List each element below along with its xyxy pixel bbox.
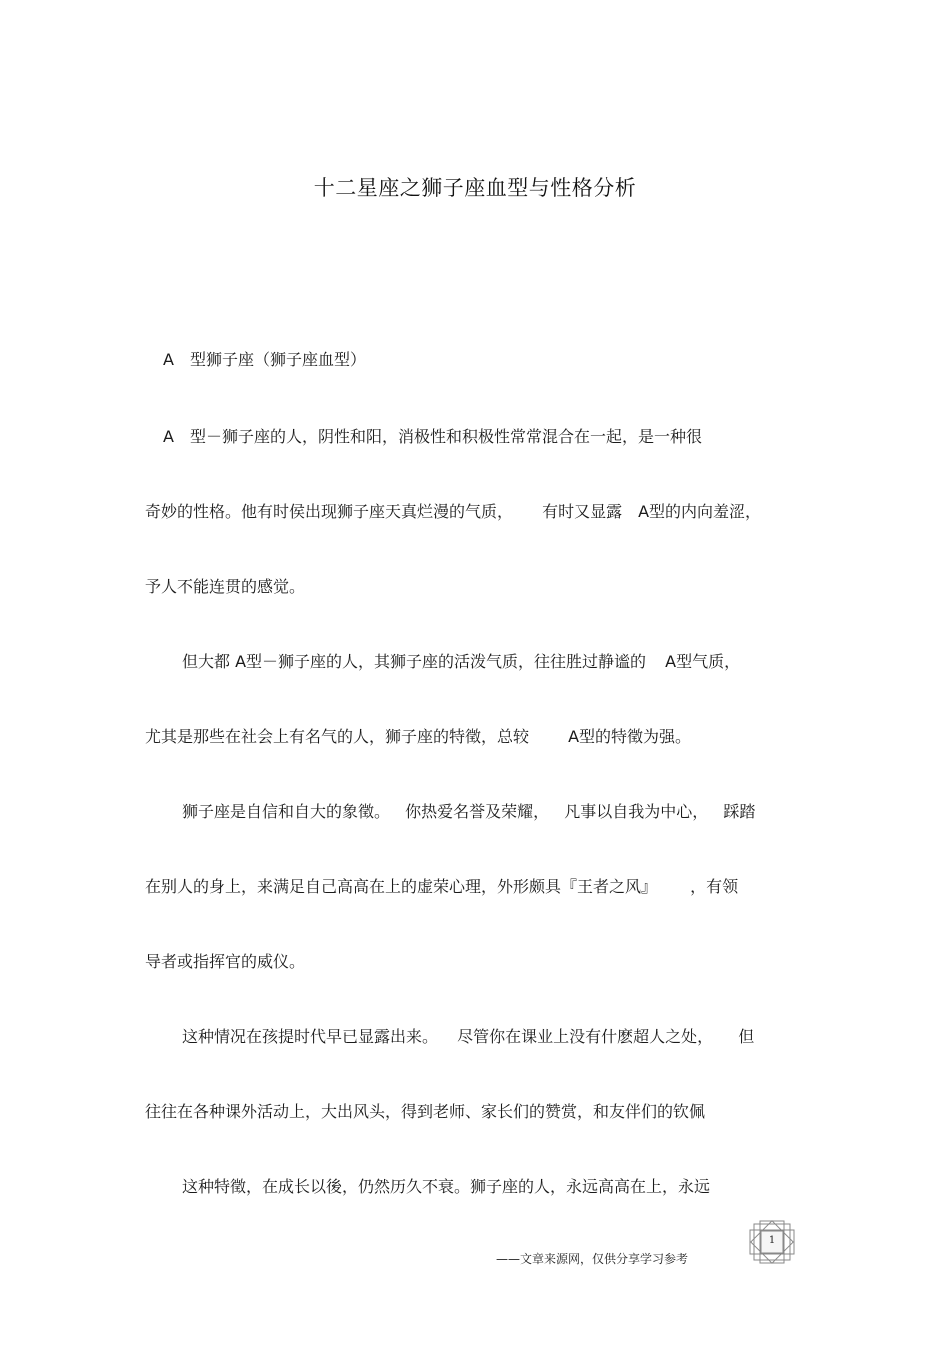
paragraph-line xyxy=(163,350,366,370)
paragraph-line xyxy=(182,802,755,822)
document-title: 十二星座之狮子座血型与性格分析 xyxy=(313,176,637,200)
line-text: A 型狮子座（狮子座血型） xyxy=(163,350,366,369)
line-text: 这种特徵，在成长以後，仍然历久不衰。狮子座的人，永远高高在上，永远 xyxy=(182,1177,711,1196)
line-text: 你热爱名誉及荣耀， xyxy=(405,802,550,821)
line-text: 尤其是那些在社会上有名气的人，狮子座的特徵，总较 xyxy=(145,727,530,746)
line-text: 在别人的身上，来满足自己高高在上的虚荣心理，外形颇具『王者之风』 xyxy=(145,877,658,896)
page-number: 1 xyxy=(768,1235,776,1246)
line-text: 予人不能连贯的感觉。 xyxy=(145,577,306,596)
line-text: A 型－狮子座的人，阴性和阳，消极性和积极性常常混合在一起，是一种很 xyxy=(163,427,702,446)
line-text: 尽管你在课业上没有什麽超人之处， xyxy=(457,1027,714,1046)
paragraph-line xyxy=(145,727,691,747)
line-text: 有时又显露 A型的内向羞涩， xyxy=(542,502,762,521)
paragraph-line xyxy=(145,952,305,972)
line-text: A型的特徵为强。 xyxy=(568,727,692,746)
line-text: 但大都 A型－狮子座的人，其狮子座的活泼气质，往往胜过静谧的 xyxy=(182,652,647,671)
paragraph-line xyxy=(182,1177,710,1197)
line-text: 凡事以自我为中心， xyxy=(564,802,709,821)
line-text: 奇妙的性格。他有时侯出现狮子座天真烂漫的气质， xyxy=(145,502,514,521)
paragraph-line xyxy=(145,577,305,597)
line-text: 这种情况在孩提时代早已显露出来。 xyxy=(182,1027,439,1046)
paragraph-line xyxy=(145,502,761,522)
footer-source-text: ——文章来源网，仅供分享学习参考 xyxy=(496,1252,689,1266)
line-text: 狮子座是自信和自大的象徵。 xyxy=(182,802,391,821)
paragraph-line xyxy=(182,1027,754,1047)
line-text: 往往在各种课外活动上，大出风头，得到老师、家长们的赞赏，和友伴们的钦佩 xyxy=(145,1102,706,1121)
line-text: A型气质， xyxy=(665,652,741,671)
line-text: 导者或指挥官的威仪。 xyxy=(145,952,306,971)
line-text: 踩踏 xyxy=(723,802,756,821)
paragraph-line xyxy=(145,877,738,897)
line-text: ，有领 xyxy=(690,877,739,896)
paragraph-line xyxy=(163,427,702,447)
line-text: 但 xyxy=(738,1027,755,1046)
paragraph-line xyxy=(145,1102,705,1122)
paragraph-line xyxy=(182,652,740,672)
